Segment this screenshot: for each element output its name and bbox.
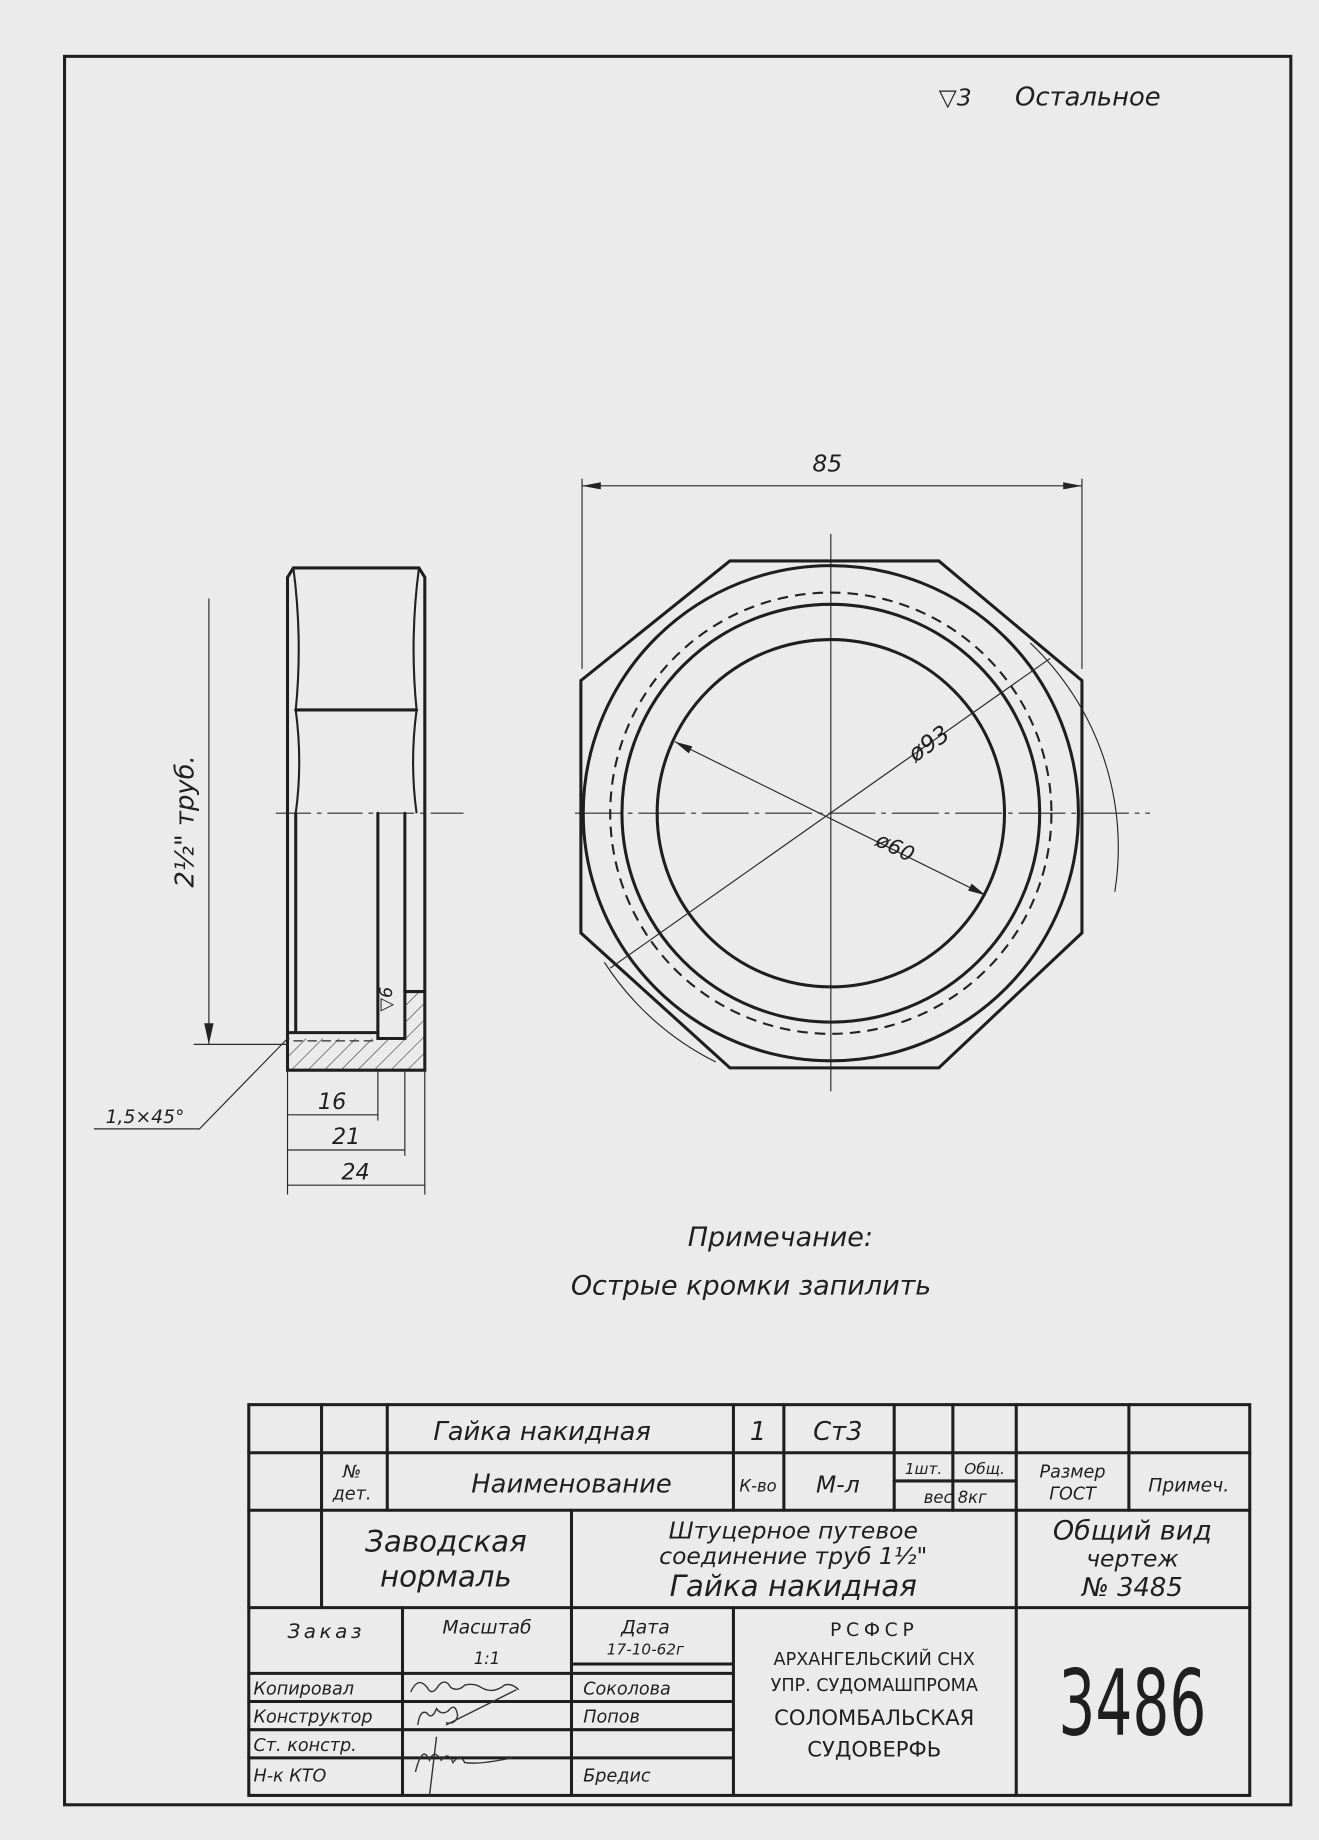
- org-line-5: СУДОВЕРФЬ: [807, 1736, 942, 1762]
- part-qty: 1: [749, 1416, 767, 1447]
- note-title: Примечание:: [687, 1222, 873, 1254]
- width-dim-85: 85: [812, 449, 843, 478]
- standard-line-1: Заводская: [365, 1524, 527, 1559]
- name-qc: Бредис: [583, 1766, 651, 1787]
- role-qc: Н-к КТО: [253, 1766, 327, 1787]
- part-material: Ст3: [813, 1416, 863, 1447]
- header-weight-one: 1шт.: [904, 1459, 943, 1478]
- surface-finish-symbol: ▽3: [938, 83, 972, 112]
- scale-value: 1:1: [473, 1648, 501, 1668]
- thread-label: 2½" труб.: [170, 755, 201, 888]
- org-line-3: УПР. СУДОМАШПРОМА: [770, 1675, 978, 1696]
- dim-16: 16: [317, 1088, 347, 1115]
- finish-mark: ▽6: [376, 986, 397, 1012]
- date-label: Дата: [621, 1617, 670, 1639]
- note-text: Острые кромки запилить: [570, 1270, 932, 1302]
- inner-diameter-label: ø60: [872, 826, 919, 867]
- dim-21: 21: [332, 1124, 361, 1151]
- drawing-number: 3486: [1058, 1651, 1207, 1758]
- title-line-3: Гайка накидная: [669, 1568, 917, 1603]
- date-value: 17-10-62г: [606, 1640, 685, 1659]
- order-label: Заказ: [287, 1619, 365, 1644]
- title-line-2: соединение труб 1½": [659, 1542, 928, 1571]
- header-num: №: [342, 1462, 362, 1483]
- org-line-4: СОЛОМБАЛЬСКАЯ: [774, 1704, 975, 1730]
- outer-diameter-label: ø93: [902, 719, 955, 768]
- header-size: Размер: [1039, 1462, 1106, 1483]
- surface-finish-label: Остальное: [1015, 82, 1161, 113]
- dim-24: 24: [341, 1159, 370, 1186]
- header-remark: Примеч.: [1148, 1475, 1230, 1497]
- header-gost: ГОСТ: [1049, 1484, 1096, 1505]
- role-copied: Копировал: [253, 1679, 355, 1700]
- general-line-2: чертеж: [1086, 1544, 1179, 1573]
- header-qty: К-во: [739, 1476, 777, 1496]
- standard-line-2: нормаль: [379, 1559, 512, 1594]
- role-designer: Конструктор: [253, 1707, 373, 1728]
- chamfer-label: 1,5×45°: [105, 1107, 185, 1129]
- part-name: Гайка накидная: [433, 1416, 651, 1447]
- header-material: М-л: [816, 1470, 860, 1499]
- org-line-1: РСФСР: [830, 1619, 919, 1641]
- org-line-2: АРХАНГЕЛЬСКИЙ СНХ: [773, 1650, 975, 1671]
- name-designer: Попов: [583, 1707, 640, 1728]
- title-line-1: Штуцерное путевое: [668, 1516, 918, 1545]
- general-line-3: № 3485: [1082, 1572, 1183, 1603]
- general-line-1: Общий вид: [1052, 1515, 1212, 1547]
- name-copied: Соколова: [583, 1679, 671, 1700]
- header-weight-total: Общ.: [964, 1459, 1005, 1478]
- header-weight: вес 8кг: [923, 1488, 987, 1508]
- header-num-det: дет.: [332, 1484, 372, 1505]
- header-name: Наименование: [471, 1469, 672, 1500]
- role-senior-designer: Ст. констр.: [253, 1735, 357, 1756]
- scale-label: Масштаб: [442, 1617, 532, 1639]
